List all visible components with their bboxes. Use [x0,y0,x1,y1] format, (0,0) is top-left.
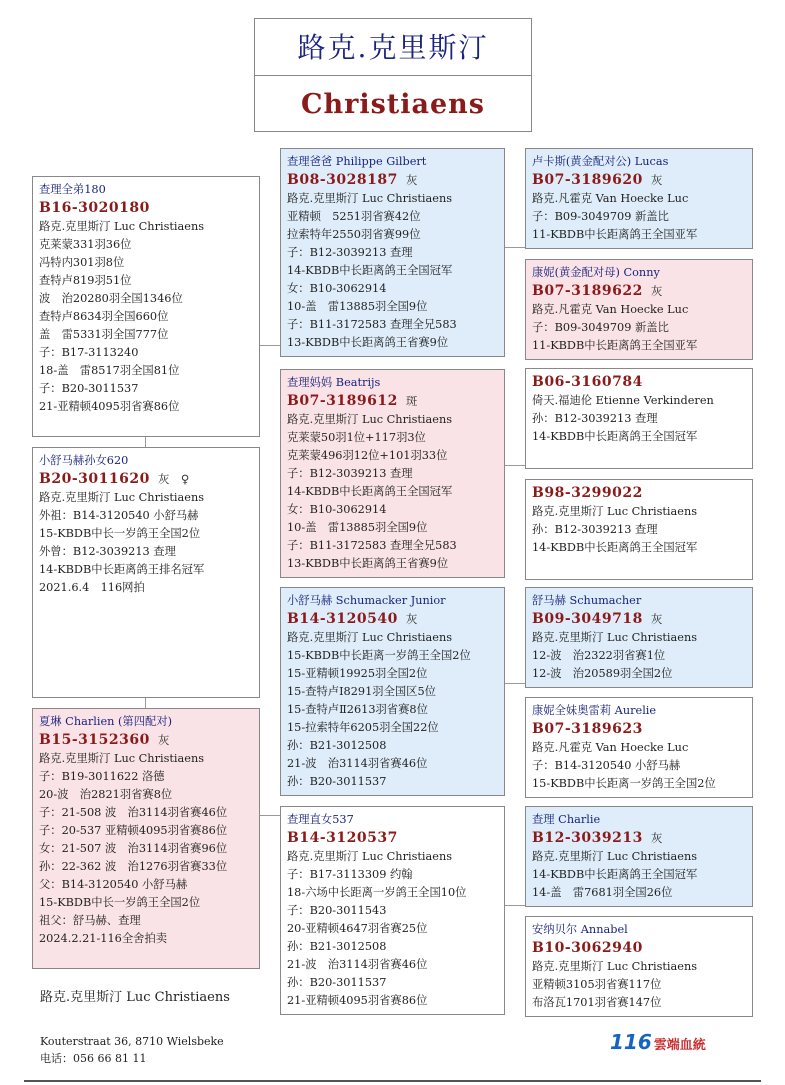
ring-number: B08-3028187 [287,172,398,188]
breeder-phone: 电话：056 66 81 11 [40,1052,147,1065]
pedigree-line: 路克.凡霍克 Van Hoecke Luc [532,741,689,754]
ring-row [39,731,253,750]
ring-row [287,171,498,190]
pedigree-line: 20-波 治2821羽省赛8位 [39,788,173,801]
pedigree-line: 冯特内301羽8位 [39,256,125,269]
ring-row [287,829,498,848]
pigeon-title: 安纳贝尔 Annabel [532,923,628,936]
pigeon-title: 查理 Charlie [532,813,601,826]
pigeon-color: 灰 [650,612,663,626]
ring-number: B15-3152360 [39,732,150,748]
pedigree-box-dam-dam [525,479,753,580]
ring-row [532,829,746,848]
pedigree-line: 子：B11-3172583 查理全兄583 [287,539,457,552]
pedigree-line: 13-KBDB中长距离鸽王省赛9位 [287,557,449,570]
pedigree-line: 路克.克里斯汀 Luc Christiaens [287,631,453,644]
pedigree-line: 女：B10-3062914 [287,282,387,295]
pedigree-line: 14-KBDB中长距离鸽王全国冠军 [287,264,453,277]
pedigree-line: 亚精顿3105羽省赛117位 [532,978,662,991]
pedigree-line: 子：B17-3113240 [39,346,139,359]
ring-number: B06-3160784 [532,374,643,390]
pedigree-line: 子：B17-3113309 约翰 [287,868,413,881]
pedigree-line: 路克.克里斯汀 Luc Christiaens [287,413,453,426]
pedigree-line: 孙：B20-3011537 [287,976,387,989]
pedigree-box-sire-sire [525,148,753,249]
pedigree-line: 14-KBDB中长距离鸽王全国冠军 [532,868,698,881]
pedigree-line: 布洛瓦1701羽省赛147位 [532,996,662,1009]
pedigree-box-sire [280,148,505,357]
pedigree-box-aurelie [525,697,753,798]
connector-line [505,683,525,684]
pedigree-line: 子：B09-3049709 新盖比 [532,210,669,223]
pedigree-line: 路克.凡霍克 Van Hoecke Luc [532,192,689,205]
pigeon-title: 查理全弟180 [39,183,106,196]
pedigree-line: 20-亚精顿4647羽省赛25位 [287,922,428,935]
pedigree-line: 孙：B21-3012508 [287,940,387,953]
ring-number: B07-3189612 [287,393,398,409]
pigeon-title: 查理直女537 [287,813,354,826]
pedigree-line: 10-盖 雷13885羽全国9位 [287,521,428,534]
ring-row [532,171,746,190]
pedigree-line: 孙：B20-3011537 [287,775,387,788]
pigeon-title: 舒马赫 Schumacher [532,594,642,607]
pedigree-line: 子：B19-3011622 洛德 [39,770,165,783]
pedigree-box-main-pigeon [32,176,260,437]
pedigree-line: 13-KBDB中长距离鸽王省赛9位 [287,336,449,349]
pedigree-header [254,18,532,132]
pedigree-line: 路克.克里斯汀 Luc Christiaens [39,491,205,504]
pedigree-line: 路克.凡霍克 Van Hoecke Luc [532,303,689,316]
pedigree-line: 18-六场中长距离一岁鸽王全国10位 [287,886,467,899]
pedigree-line: 克莱蒙50羽1位+117羽3位 [287,431,426,444]
pedigree-line: 14-盖 雷7681羽全国26位 [532,886,673,899]
ring-number: B98-3299022 [532,485,643,501]
connector-line [505,247,525,248]
ring-row [287,392,498,411]
header-title-en: Christiaens [300,89,486,120]
pedigree-box-granddaughter [32,447,260,698]
pedigree-line: 12-波 治20589羽全国2位 [532,667,673,680]
pedigree-line: 10-盖 雷13885羽全国9位 [287,300,428,313]
pedigree-line: 查特卢8634羽全国660位 [39,310,169,323]
pigeon-title: 查理爸爸 Philippe Gilbert [287,155,427,168]
pedigree-line: 盖 雷5331羽全国777位 [39,328,169,341]
pedigree-line: 14-KBDB中长距离鸽王全国冠军 [532,430,698,443]
pedigree-line: 路克.克里斯汀 Luc Christiaens [532,631,698,644]
connector-line [260,815,280,816]
pedigree-line: 拉索特年2550羽省赛99位 [287,228,421,241]
ring-number: B14-3120537 [287,830,398,846]
pedigree-line: 2021.6.4 116网拍 [39,581,145,594]
ring-number: B10-3062940 [532,940,643,956]
pedigree-line: 子：B12-3039213 查理 [287,246,413,259]
pedigree-line: 子：21-508 波 治3114羽省赛46位 [39,806,228,819]
pedigree-line: 孙：B12-3039213 查理 [532,523,658,536]
connector-line [505,905,525,906]
pedigree-line: 路克.克里斯汀 Luc Christiaens [532,850,698,863]
pedigree-line: 14-KBDB中长距离鸽王全国冠军 [287,485,453,498]
logo-number: 116 [610,1030,652,1054]
site-logo [610,1030,720,1056]
pigeon-color: 灰 [157,733,170,747]
ring-number: B12-3039213 [532,830,643,846]
pedigree-box-schumacher [525,587,753,688]
pedigree-line: 查特卢819羽51位 [39,274,132,287]
pigeon-color: 灰 [650,284,663,298]
ring-row [532,484,746,503]
pedigree-line: 路克.克里斯汀 Luc Christiaens [287,192,453,205]
ring-number: B07-3189623 [532,721,643,737]
pedigree-line: 外曾：B12-3039213 查理 [39,545,176,558]
pigeon-color: 灰 [650,173,663,187]
pedigree-line: 波 治20280羽全国1346位 [39,292,183,305]
pedigree-line: 路克.克里斯汀 Luc Christiaens [532,960,698,973]
pedigree-line: 15-查特卢Ⅱ2613羽省赛8位 [287,703,428,716]
pedigree-line: 子：B11-3172583 查理全兄583 [287,318,457,331]
ring-row [39,470,253,489]
pigeon-color: 灰 [405,612,418,626]
ring-row [39,199,253,218]
pigeon-title: 康妮(黄金配对母) Conny [532,266,660,279]
connector-line [260,345,280,346]
pedigree-line: 子：20-537 亚精顿4095羽省赛86位 [39,824,228,837]
pedigree-line: 子：B20-3011537 [39,382,139,395]
pedigree-line: 路克.克里斯汀 Luc Christiaens [532,505,698,518]
footer-divider [24,1080,761,1082]
breeder-name: 路克.克里斯汀 Luc Christiaens [40,990,230,1005]
pedigree-line: 21-亚精顿4095羽省赛86位 [287,994,428,1007]
pedigree-line: 15-KBDB中长一岁鸽王全国2位 [39,527,201,540]
pedigree-line: 路克.克里斯汀 Luc Christiaens [287,850,453,863]
pedigree-line: 路克.克里斯汀 Luc Christiaens [39,752,205,765]
ring-number: B20-3011620 [39,471,150,487]
connector-line [145,698,146,708]
pedigree-line: 子：B09-3049709 新盖比 [532,321,669,334]
pigeon-color: 灰 [650,831,663,845]
pedigree-line: 子：B12-3039213 查理 [287,467,413,480]
ring-row [532,939,746,958]
pedigree-line: 克莱蒙496羽12位+101羽33位 [287,449,448,462]
pedigree-line: 倚天.福迪伦 Etienne Verkinderen [532,394,714,407]
pedigree-line: 祖父：舒马赫、查理 [39,914,141,927]
pedigree-line: 15-查特卢Ⅰ8291羽全国区5位 [287,685,436,698]
pedigree-line: 15-KBDB中长距离一岁鸽王全国2位 [532,777,716,790]
header-title-cn: 路克.克里斯汀 [255,19,531,76]
pedigree-line: 孙：B21-3012508 [287,739,387,752]
pedigree-line: 11-KBDB中长距离鸽王全国亚军 [532,228,698,241]
pedigree-box-dam [280,369,505,578]
pedigree-line: 子：B20-3011543 [287,904,387,917]
pedigree-box-annabel [525,916,753,1017]
pedigree-line: 14-KBDB中长距离鸽王排名冠军 [39,563,205,576]
pedigree-line: 2024.2.21-116全舍拍卖 [39,932,168,945]
ring-number: B09-3049718 [532,611,643,627]
pedigree-line: 孙：22-362 波 治1276羽省赛33位 [39,860,228,873]
ring-number: B07-3189620 [532,172,643,188]
ring-number: B16-3020180 [39,200,150,216]
pigeon-color: 灰 [405,173,418,187]
pedigree-box-charlien [32,708,260,969]
logo-text: 雲端血統 [653,1038,706,1053]
pedigree-line: 21-波 治3114羽省赛46位 [287,958,428,971]
pigeon-title: 康妮全妹奥雷莉 Aurelie [532,704,657,717]
pedigree-line: 15-KBDB中长一岁鸽王全国2位 [39,896,201,909]
pedigree-line: 21-波 治3114羽省赛46位 [287,757,428,770]
pedigree-box-schumacker-junior [280,587,505,796]
ring-number: B07-3189622 [532,283,643,299]
ring-row [532,610,746,629]
pedigree-line: 11-KBDB中长距离鸽王全国亚军 [532,339,698,352]
pedigree-line: 女：B10-3062914 [287,503,387,516]
pedigree-line: 18-盖 雷8517羽全国81位 [39,364,180,377]
ring-number: B14-3120540 [287,611,398,627]
pigeon-title: 夏琳 Charlien (第四配对) [39,715,173,728]
pedigree-box-charlie [525,806,753,907]
breeder-address: Kouterstraat 36, 8710 Wielsbeke [40,1035,224,1048]
pedigree-line: 父：B14-3120540 小舒马赫 [39,878,188,891]
pigeon-title: 查理妈妈 Beatrijs [287,376,381,389]
pedigree-line: 21-亚精顿4095羽省赛86位 [39,400,180,413]
ring-row [532,720,746,739]
ring-row [287,610,498,629]
pedigree-box-charlie-daughter [280,806,505,1015]
pedigree-line: 15-KBDB中长距离一岁鸽王全国2位 [287,649,471,662]
pedigree-line: 14-KBDB中长距离鸽王全国冠军 [532,541,698,554]
pedigree-line: 外祖：B14-3120540 小舒马赫 [39,509,199,522]
pedigree-line: 克莱蒙331羽36位 [39,238,132,251]
ring-row [532,282,746,301]
pedigree-box-dam-sire [525,368,753,469]
pigeon-title: 小舒马赫孙女620 [39,454,129,467]
ring-row [532,373,746,392]
pedigree-line: 女：21-507 波 治3114羽省赛96位 [39,842,228,855]
pedigree-line: 15-亚精顿19925羽全国2位 [287,667,428,680]
pedigree-line: 子：B14-3120540 小舒马赫 [532,759,681,772]
pedigree-line: 12-波 治2322羽省赛1位 [532,649,666,662]
connector-line [145,437,146,447]
pigeon-title: 卢卡斯(黄金配对公) Lucas [532,155,669,168]
pigeon-color: 斑 [405,394,418,408]
breeder-contact [40,1033,224,1067]
pedigree-line: 孙：B12-3039213 查理 [532,412,658,425]
pedigree-box-sire-dam [525,259,753,360]
connector-line [505,465,525,466]
pedigree-line: 亚精顿 5251羽省赛42位 [287,210,421,223]
pedigree-line: 路克.克里斯汀 Luc Christiaens [39,220,205,233]
pigeon-title: 小舒马赫 Schumacker Junior [287,594,446,607]
pedigree-line: 15-拉索特年6205羽全国22位 [287,721,439,734]
pigeon-color: 灰 ♀ [157,472,190,486]
